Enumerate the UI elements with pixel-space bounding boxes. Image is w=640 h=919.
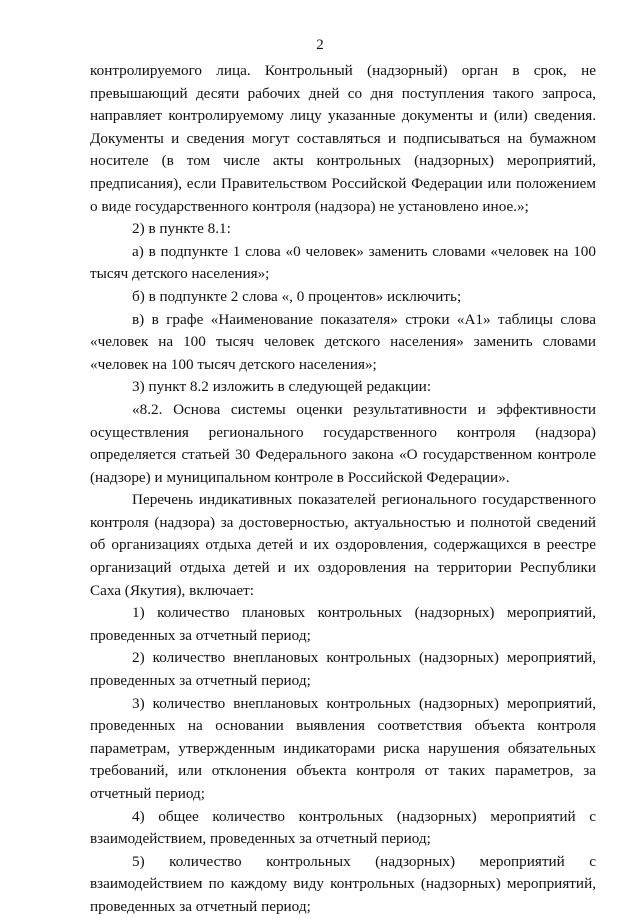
paragraph-indicators-intro: Перечень индикативных показателей регионального государственного контроля (надзора) за достоверностью, актуальностью и полнотой сведений об организациях отдыха детей и их оздоровления, содержащихся в реестре организаций отдыха детей и их оздоровления на территории Республики Саха (Якутия), включает: (90, 491, 596, 599)
paragraph-item-2: 2) в пункте 8.1: (132, 220, 231, 238)
list-item-3: 3) количество внеплановых контрольных (надзорных) мероприятий, проведенных на основании выявления соответствия объекта контроля параметрам, утвержденным индикаторами риска нарушения обязательных требований, или отклонения объекта контроля от таких параметров, за отчетный период; (90, 694, 596, 802)
document-body (90, 60, 596, 919)
paragraph-item-3: 3) пункт 8.2 изложить в следующей редакции: (132, 378, 432, 396)
paragraph-subitem-v: в) в графе «Наименование показателя» строки «А1» таблицы слова «человек на 100 тысяч человек детского населения» заменить словами «человек на 100 тысяч детского населения»; (90, 310, 596, 373)
list-item-4: 4) общее количество контрольных (надзорных) мероприятий с взаимодействием, проведенных за отчетный период; (90, 807, 596, 848)
page-number: 2 (316, 37, 324, 53)
list-item-5: 5) количество контрольных (надзорных) мероприятий с взаимодействием по каждому виду контрольных (надзорных) мероприятий, проведенных за отчетный период; (90, 852, 596, 915)
list-item-1: 1) количество плановых контрольных (надзорных) мероприятий, проведенных за отчетный период; (90, 604, 596, 644)
paragraph-clause-8-2: «8.2. Основа системы оценки результативности и эффективности осуществления регионального государственного контроля (надзора) определяется статьей 30 Федерального закона «О государственном контроле (надзоре) и муниципальном контроле в Российской Федерации». (90, 400, 596, 486)
paragraph-subitem-a: а) в подпункте 1 слова «0 человек» заменить словами «человек на 100 тысяч детского населения»; (90, 242, 596, 283)
paragraph-subitem-b: б) в подпункте 2 слова «, 0 процентов» исключить; (132, 287, 462, 305)
list-item-2: 2) количество внеплановых контрольных (надзорных) мероприятий, проведенных за отчетный период; (90, 649, 596, 690)
paragraph-continuation: контролируемого лица. Контрольный (надзорный) орган в срок, не превышающий десяти рабочих дней со дня поступления такого запроса, направляет контролируемому лицу указанные документы и (или) сведения. Документы и сведения могут составляться и подписываться на бумажном носителе (в том числе акты контрольных (надзорных) мероприятий, предписания), если Правительством Российской Федерации или положением о виде государственного контроля (надзора) не установлено иное.»; (90, 62, 596, 215)
